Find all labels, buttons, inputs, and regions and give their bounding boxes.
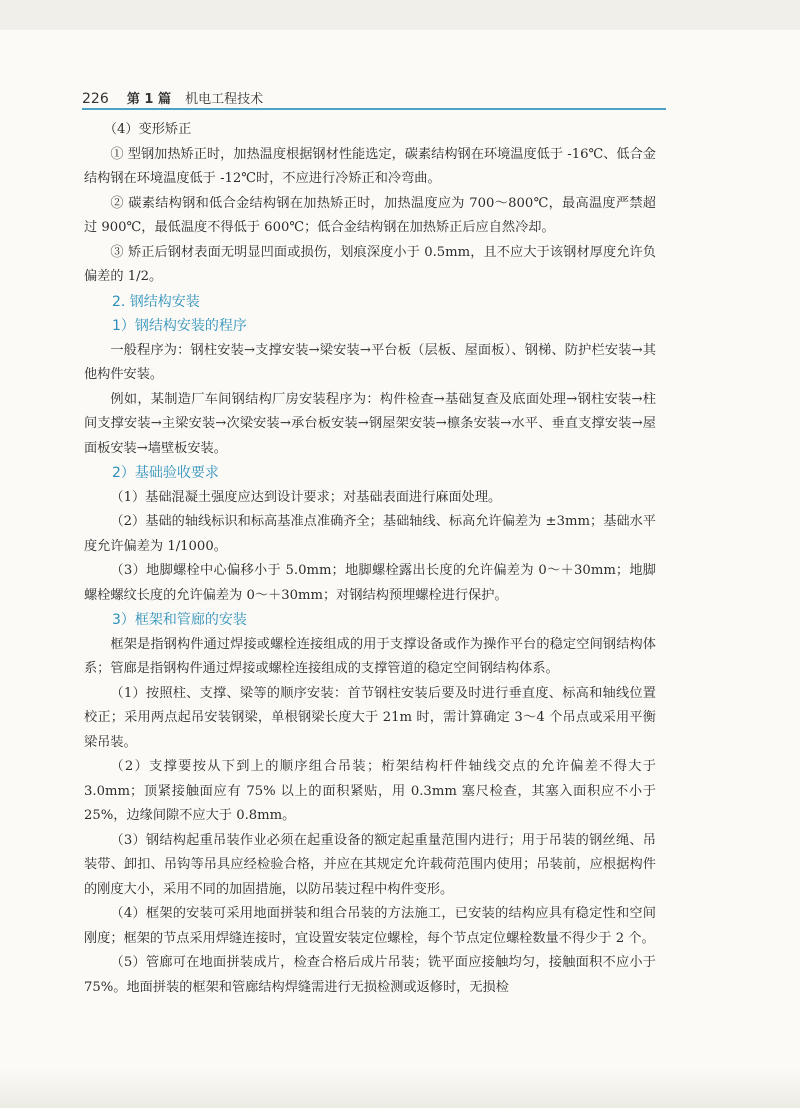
- scan-top-edge: [0, 0, 800, 30]
- part-title: 机电工程技术: [185, 92, 264, 107]
- header-rule: [82, 108, 666, 110]
- running-header: [82, 88, 662, 110]
- subsection-heading: 2）基础验收要求: [112, 465, 219, 481]
- paragraph: （2）基础的轴线标识和标高基准点准确齐全；基础轴线、标高允许偏差为 ±3mm；基础水平度允许偏差为 1/1000。: [84, 514, 656, 554]
- section-heading: 2. 钢结构安装: [112, 293, 200, 310]
- paragraph: （1）基础混凝土强度应达到设计要求；对基础表面进行麻面处理。: [110, 489, 502, 505]
- page-number: 226: [82, 91, 109, 107]
- subsection-heading: 3）框架和管廊的安装: [112, 612, 247, 628]
- paragraph: （4）框架的安装可采用地面拼装和组合吊装的方法施工，已安装的结构应具有稳定性和空间刚度；框架的节点采用焊缝连接时，宜设置安装定位螺栓，每个节点定位螺栓数量不得少于 2 个。: [84, 906, 656, 946]
- body-text: [84, 118, 656, 1000]
- paragraph: （4）变形矫正: [103, 122, 192, 137]
- paragraph: （5）管廊可在地面拼装成片，检查合格后成片吊装；铣平面应接触均匀，接触面积不应小于 75%。地面拼装的框架和管廊结构焊缝需进行无损检测或返修时，无损检: [84, 955, 656, 995]
- paragraph: （3）地脚螺栓中心偏移小于 5.0mm；地脚螺栓露出长度的允许偏差为 0～＋30mm；地脚螺栓螺纹长度的允许偏差为 0～＋30mm；对钢结构预埋螺栓进行保护。: [84, 563, 656, 603]
- scan-bottom-edge: [0, 1068, 800, 1108]
- subsection-heading: 1）钢结构安装的程序: [112, 318, 247, 334]
- paragraph: ② 碳素结构钢和低合金结构钢在加热矫正时，加热温度应为 700～800℃，最高温度严禁超过 900℃，最低温度不得低于 600℃；低合金结构钢在加热矫正后应自然冷却。: [84, 195, 656, 235]
- paragraph: 一般程序为：钢柱安装→支撑安装→梁安装→平台板（层板、屋面板）、钢梯、防护栏安装→其他构件安装。: [84, 342, 656, 382]
- paragraph: （3）钢结构起重吊装作业必须在起重设备的额定起重量范围内进行；用于吊装的钢丝绳、吊装带、卸扣、吊钩等吊具应经检验合格，并应在其规定允许载荷范围内使用；吊装前，应根据构件的刚度大小，采用不同的加固措施，以防吊装过程中构件变形。: [84, 832, 656, 897]
- part-label: 第 1 篇: [126, 92, 171, 107]
- paragraph: ① 型钢加热矫正时，加热温度根据钢材性能选定，碳素结构钢在环境温度低于 -16℃、低合金结构钢在环境温度低于 -12℃时，不应进行冷矫正和冷弯曲。: [84, 146, 656, 186]
- paragraph: （1）按照柱、支撑、梁等的顺序安装：首节钢柱安装后要及时进行垂直度、标高和轴线位置校正；采用两点起吊安装钢梁，单根钢梁长度大于 21m 时，需计算确定 3～4 个吊点或采用平衡梁吊装。: [84, 685, 656, 750]
- paragraph: （2）支撑要按从下到上的顺序组合吊装；桁架结构杆件轴线交点的允许偏差不得大于 3.0mm；顶紧接触面应有 75% 以上的面积紧贴，用 0.3mm 塞尺检查，其塞入面积应不小于 25%，边缘间隙不应大于 0.8mm。: [84, 759, 656, 823]
- paragraph: 框架是指钢构件通过焊接或螺栓连接组成的用于支撑设备或作为操作平台的稳定空间钢结构体系；管廊是指钢构件通过焊接或螺栓连接组成的支撑管道的稳定空间钢结构体系。: [84, 636, 656, 676]
- paragraph: 例如，某制造厂车间钢结构厂房安装程序为：构件检查→基础复查及底面处理→钢柱安装→柱间支撑安装→主梁安装→次梁安装→承台板安装→钢屋架安装→檩条安装→水平、垂直支撑安装→屋面板安装→墙壁板安装。: [84, 391, 656, 456]
- paragraph: ③ 矫正后钢材表面无明显凹面或损伤，划痕深度小于 0.5mm，且不应大于该钢材厚度允许负偏差的 1/2。: [84, 244, 656, 284]
